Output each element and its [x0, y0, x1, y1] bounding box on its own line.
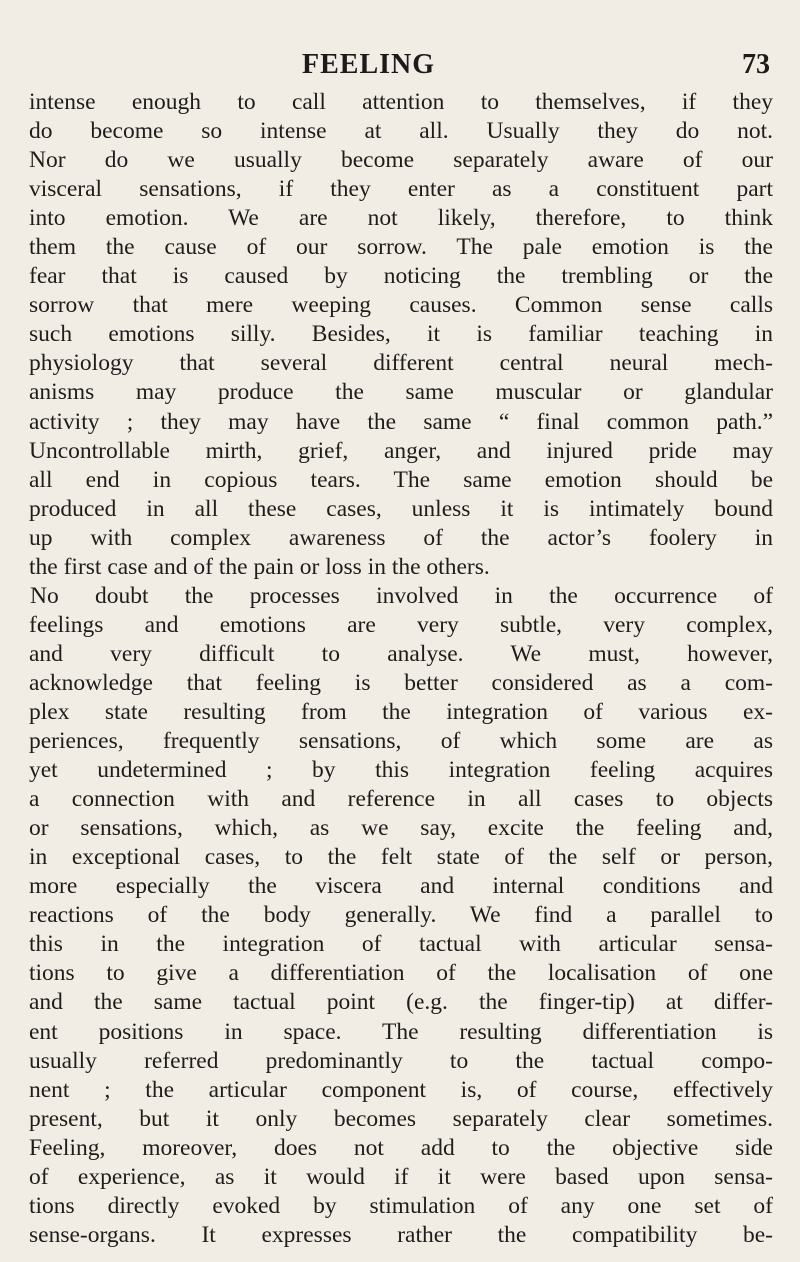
text-line: sense-organs. It expresses rather the compatibility be-	[29, 1221, 773, 1248]
text-line: and the same tactual point (e.g. the finger-tip) at differ-	[29, 989, 773, 1016]
text-line: tions directly evoked by stimulation of any one set of	[29, 1192, 773, 1219]
text-line-paragraph-start: No doubt the processes involved in the occurrence of	[30, 582, 773, 609]
text-line: all end in copious tears. The same emotion should be	[29, 466, 773, 493]
text-line: or sensations, which, as we say, excite the feeling and,	[29, 815, 773, 842]
text-line: of experience, as it would if it were based upon sensa-	[29, 1163, 773, 1190]
running-title: FEELING	[302, 49, 436, 80]
page-number: 73	[742, 49, 770, 80]
text-line: this in the integration of tactual with articular sensa-	[29, 931, 773, 958]
text-line: ent positions in space. The resulting differentiation is	[29, 1018, 773, 1045]
text-line: up with complex awareness of the actor’s foolery in	[29, 524, 773, 551]
text-line: and very difficult to analyse. We must, however,	[29, 640, 773, 667]
text-line: tions to give a differentiation of the localisation of one	[29, 960, 773, 987]
text-line: Uncontrollable mirth, grief, anger, and injured pride may	[29, 437, 773, 464]
text-line: yet undetermined ; by this integration feeling acquires	[29, 757, 773, 784]
text-line: fear that is caused by noticing the trembling or the	[29, 263, 773, 290]
text-line: visceral sensations, if they enter as a constituent part	[29, 176, 773, 203]
text-line: usually referred predominantly to the tactual compo-	[29, 1047, 773, 1074]
text-line-paragraph-end: the first case and of the pain or loss in the others.	[29, 553, 490, 580]
text-line: in exceptional cases, to the felt state of the self or person,	[29, 844, 773, 871]
body-text	[29, 88, 773, 1250]
text-line: plex state resulting from the integration of various ex-	[29, 698, 773, 725]
text-line: do become so intense at all. Usually they do not.	[29, 118, 773, 145]
text-line: reactions of the body generally. We find a parallel to	[29, 902, 773, 929]
text-line: such emotions silly. Besides, it is familiar teaching in	[29, 321, 773, 348]
text-line: more especially the viscera and internal conditions and	[29, 873, 773, 900]
text-line: produced in all these cases, unless it is intimately bound	[29, 495, 773, 522]
text-line: into emotion. We are not likely, therefore, to think	[29, 205, 773, 232]
text-line: Feeling, moreover, does not add to the objective side	[29, 1134, 773, 1161]
text-line: physiology that several different central neural mech-	[29, 350, 773, 377]
text-line: a connection with and reference in all cases to objects	[29, 786, 773, 813]
text-line: periences, frequently sensations, of which some are as	[29, 728, 773, 755]
text-line: acknowledge that feeling is better considered as a com-	[29, 669, 773, 696]
text-line: intense enough to call attention to themselves, if they	[29, 89, 773, 115]
text-line: activity ; they may have the same “ final common path.”	[29, 408, 773, 435]
text-line: Nor do we usually become separately aware of our	[29, 147, 773, 174]
text-line: nent ; the articular component is, of course, effectively	[29, 1076, 773, 1103]
text-line: anisms may produce the same muscular or glandular	[29, 379, 773, 406]
text-line: present, but it only becomes separately clear sometimes.	[29, 1105, 773, 1132]
text-line: sorrow that mere weeping causes. Common sense calls	[29, 292, 773, 319]
running-head	[0, 47, 800, 83]
text-line: them the cause of our sorrow. The pale emotion is the	[29, 234, 773, 261]
text-line: feelings and emotions are very subtle, very complex,	[29, 611, 773, 638]
